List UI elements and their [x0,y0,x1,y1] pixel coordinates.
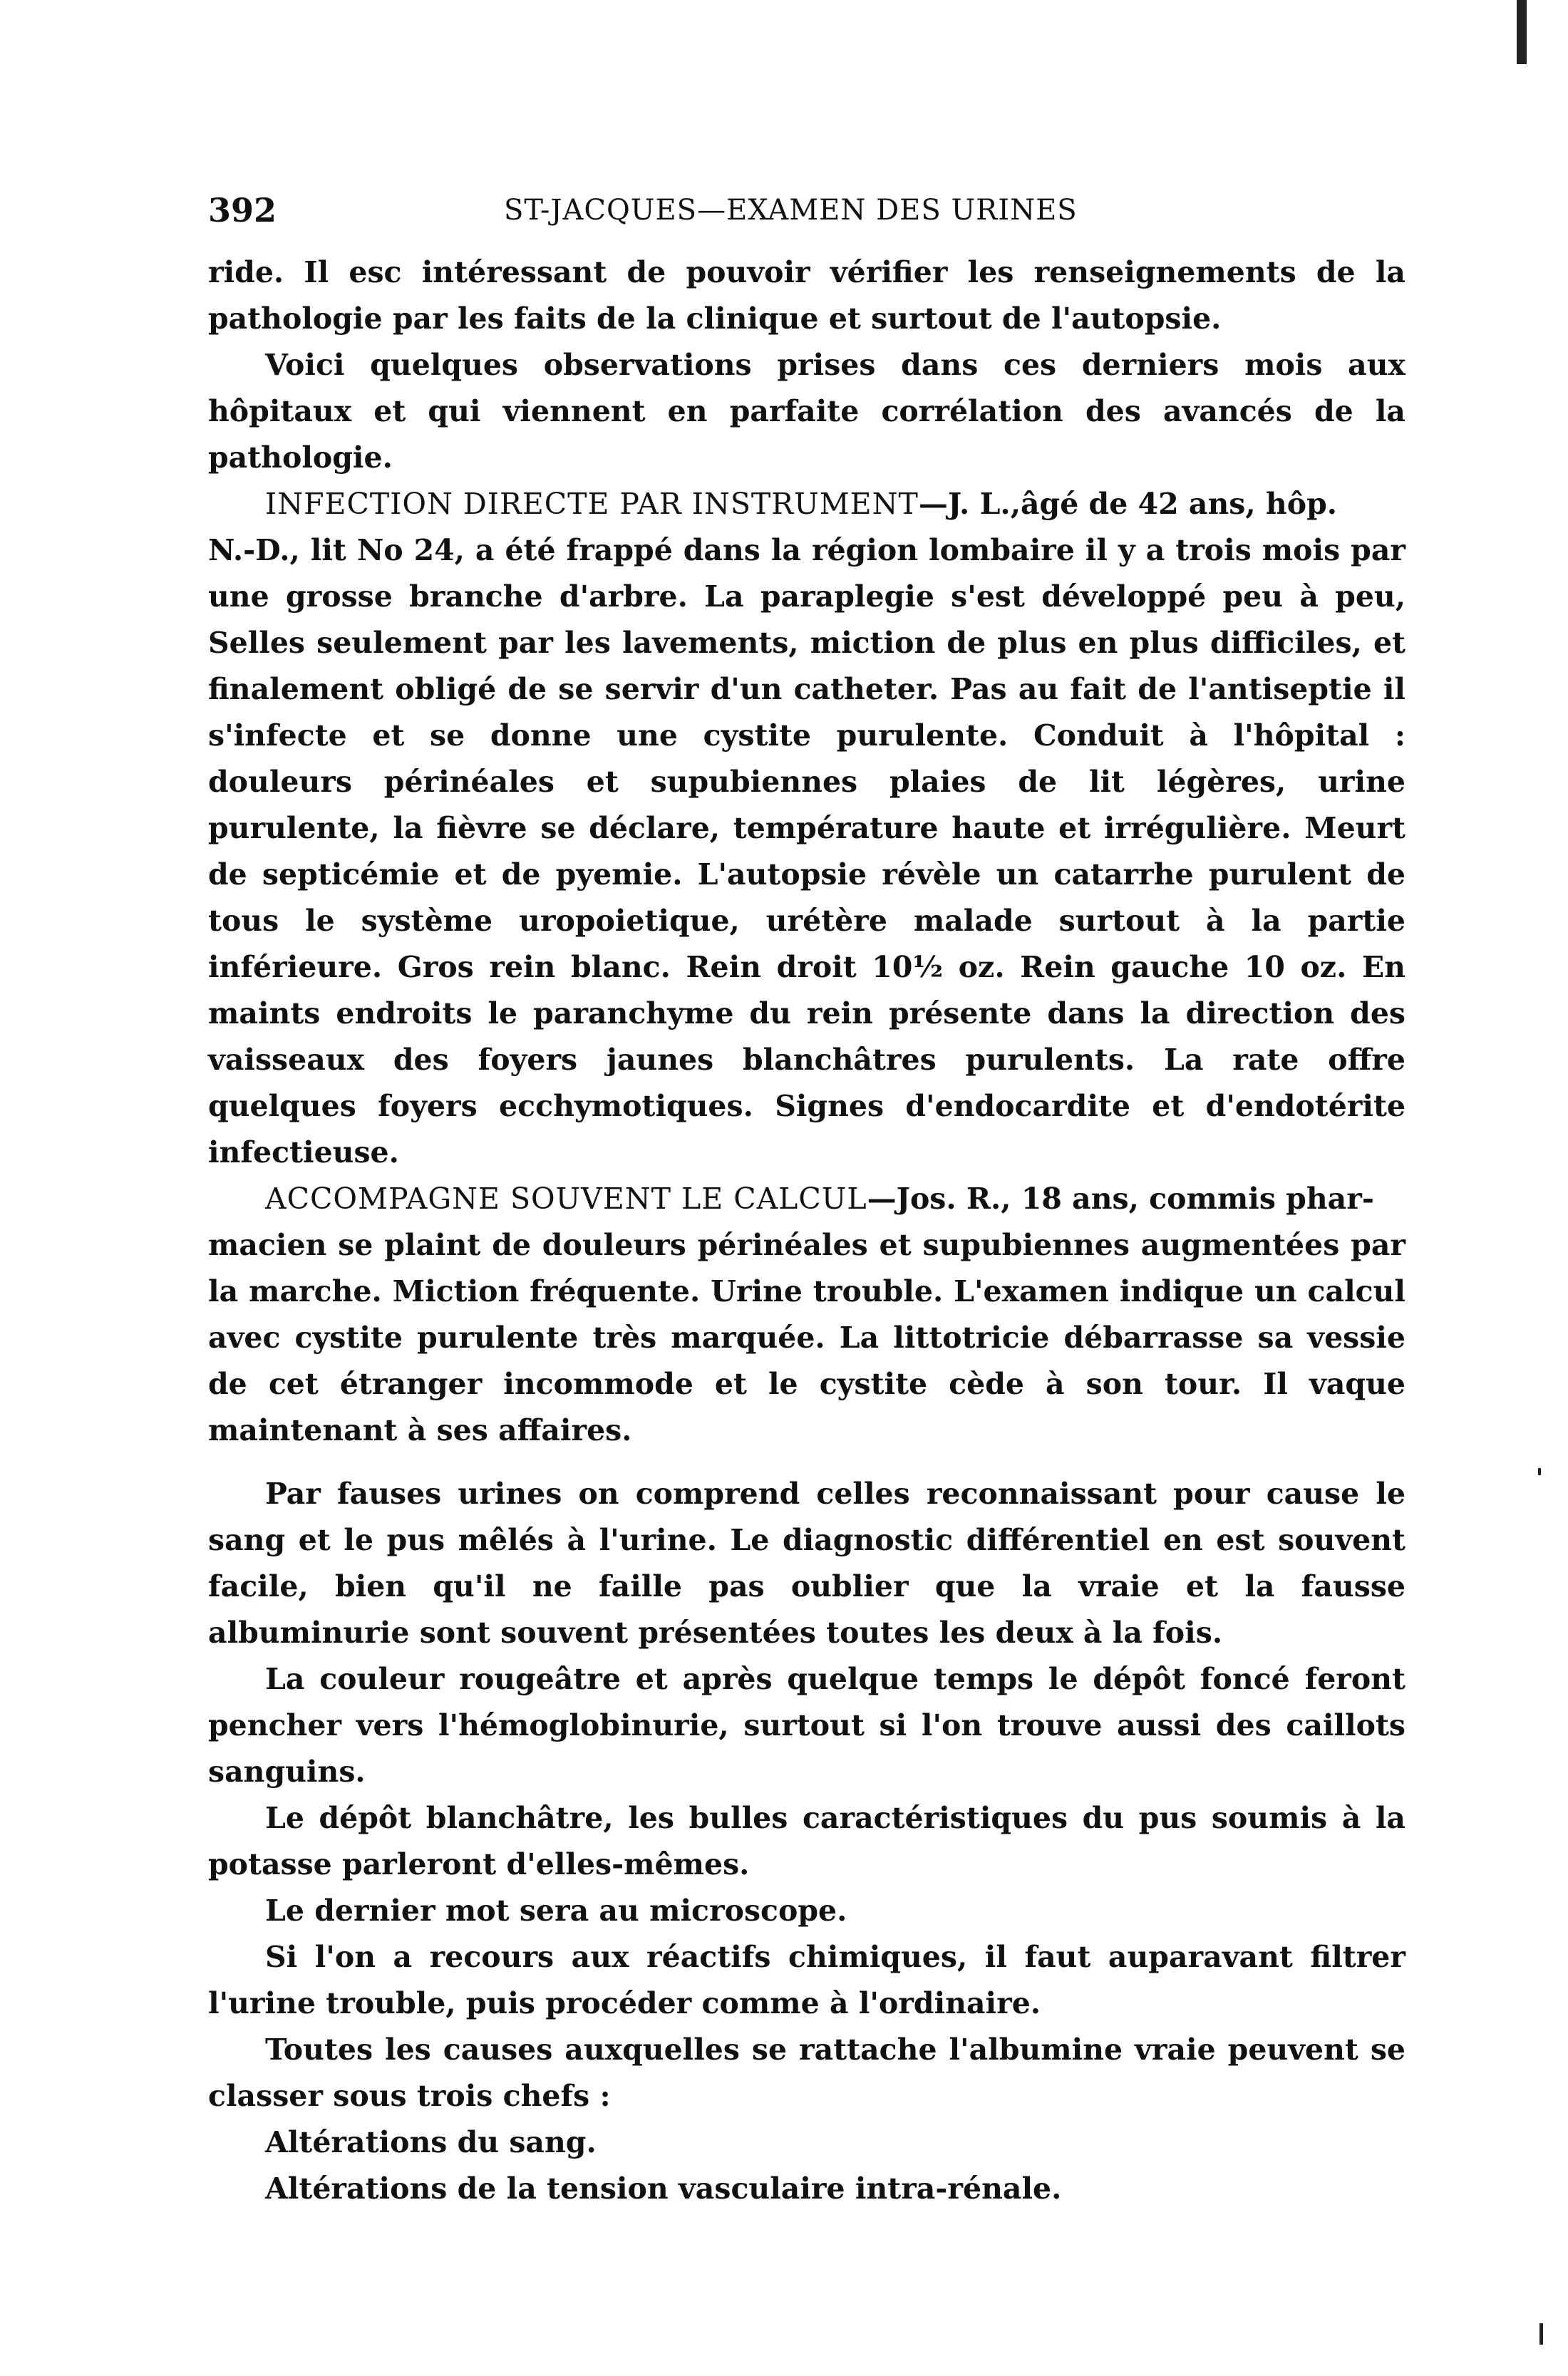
case-2-lead: —Jos. R., 18 ans, commis phar- [867,1182,1374,1216]
paragraph-depot: Le dépôt blanchâtre, les bulles caractéristiques du pus soumis à la potasse parleront d'elles-mêmes. [208,1801,1405,1881]
page-number: 392 [208,191,277,229]
running-title: ST-JACQUES—EXAMEN DES URINES [504,194,1078,227]
paragraph-intro: ride. Il esc intéressant de pouvoir vérifier les renseignements de la pathologie par les faits de la clinique et surtout de l'autopsie. [208,255,1405,336]
paragraph-reactifs: Si l'on a recours aux réactifs chimiques, il faut auparavant filtrer l'urine trouble, puis procéder comme à l'ordinaire. [208,1940,1405,2020]
case-1-heading-line [208,481,1405,527]
case-2-heading: ACCOMPAGNE SOUVENT LE CALCUL [265,1182,867,1216]
paragraph-causes: Toutes les causes auxquelles se rattache l'albumine vraie peuvent se classer sous trois chefs : [208,2032,1405,2113]
case-1-body: N.-D., lit No 24, a été frappé dans la région lombaire il y a trois mois par une grosse branche d'arbre. La paraplegie s'est développé peu à peu, Selles seulement par les lavements, miction de plus en plus difficiles, et finalement obligé de se servir d'un catheter. Pas au fait de l'antiseptie il s'infecte et se donne une cystite purulente. Conduit à l'hôpital : douleurs périnéales et supubiennes plaies de lit légères, urine purulente, la fièvre se déclare, température haute et irrégulière. Meurt de septicémie et de pyemie. L'autopsie révèle un catarrhe purulent de tous le système uropoietique, urétère malade surtout à la partie inférieure. Gros rein blanc. Rein droit 10½ oz. Rein gauche 10 oz. En maints endroits le paranchyme du rein présente dans la direction des vaisseaux des foyers jaunes blanchâtres purulents. La rate offre quelques foyers ecchymotiques. Signes d'endocardite et d'endotérite infectieuse. [208,533,1405,1169]
scan-artifact-bottom-right [1539,2323,1543,2345]
paragraph-observations: Voici quelques observations prises dans ces derniers mois aux hôpitaux et qui viennent en parfaite corrélation des avancés de la pathologie. [208,348,1405,475]
case-1-lead: —J. L.,âgé de 42 ans, hôp. [918,487,1338,521]
page-header [208,191,1405,234]
paragraph-couleur: La couleur rougeâtre et après quelque temps le dépôt foncé feront pencher vers l'hémoglobinurie, surtout si l'on trouve aussi des caillots sanguins. [208,1662,1405,1789]
body-text [208,249,1405,2212]
case-2-heading-line [208,1176,1405,1222]
scan-artifact-mid-right [1538,1468,1541,1475]
list-item-tension: Altérations de la tension vasculaire intra-rénale. [265,2171,1062,2206]
case-1-heading: INFECTION DIRECTE PAR INSTRUMENT [265,487,919,521]
paragraph-fausses-urines: Par fauses urines on comprend celles reconnaissant pour cause le sang et le pus mêlés à l'urine. Le diagnostic différentiel en est souvent facile, bien qu'il ne faille pas oublier que la vraie et la fausse albuminurie sont souvent présentées toutes les deux à la fois. [208,1477,1405,1650]
list-item-sang: Altérations du sang. [265,2125,597,2159]
scan-artifact-top-right [1517,0,1527,64]
case-2-body: macien se plaint de douleurs périnéales et supubiennes augmentées par la marche. Miction fréquente. Urine trouble. L'examen indique un calcul avec cystite purulente très marquée. La littotricie débarrasse sa vessie de cet étranger incommode et le cystite cède à son tour. Il vaque maintenant à ses affaires. [208,1228,1405,1447]
paragraph-microscope: Le dernier mot sera au microscope. [265,1894,847,1928]
